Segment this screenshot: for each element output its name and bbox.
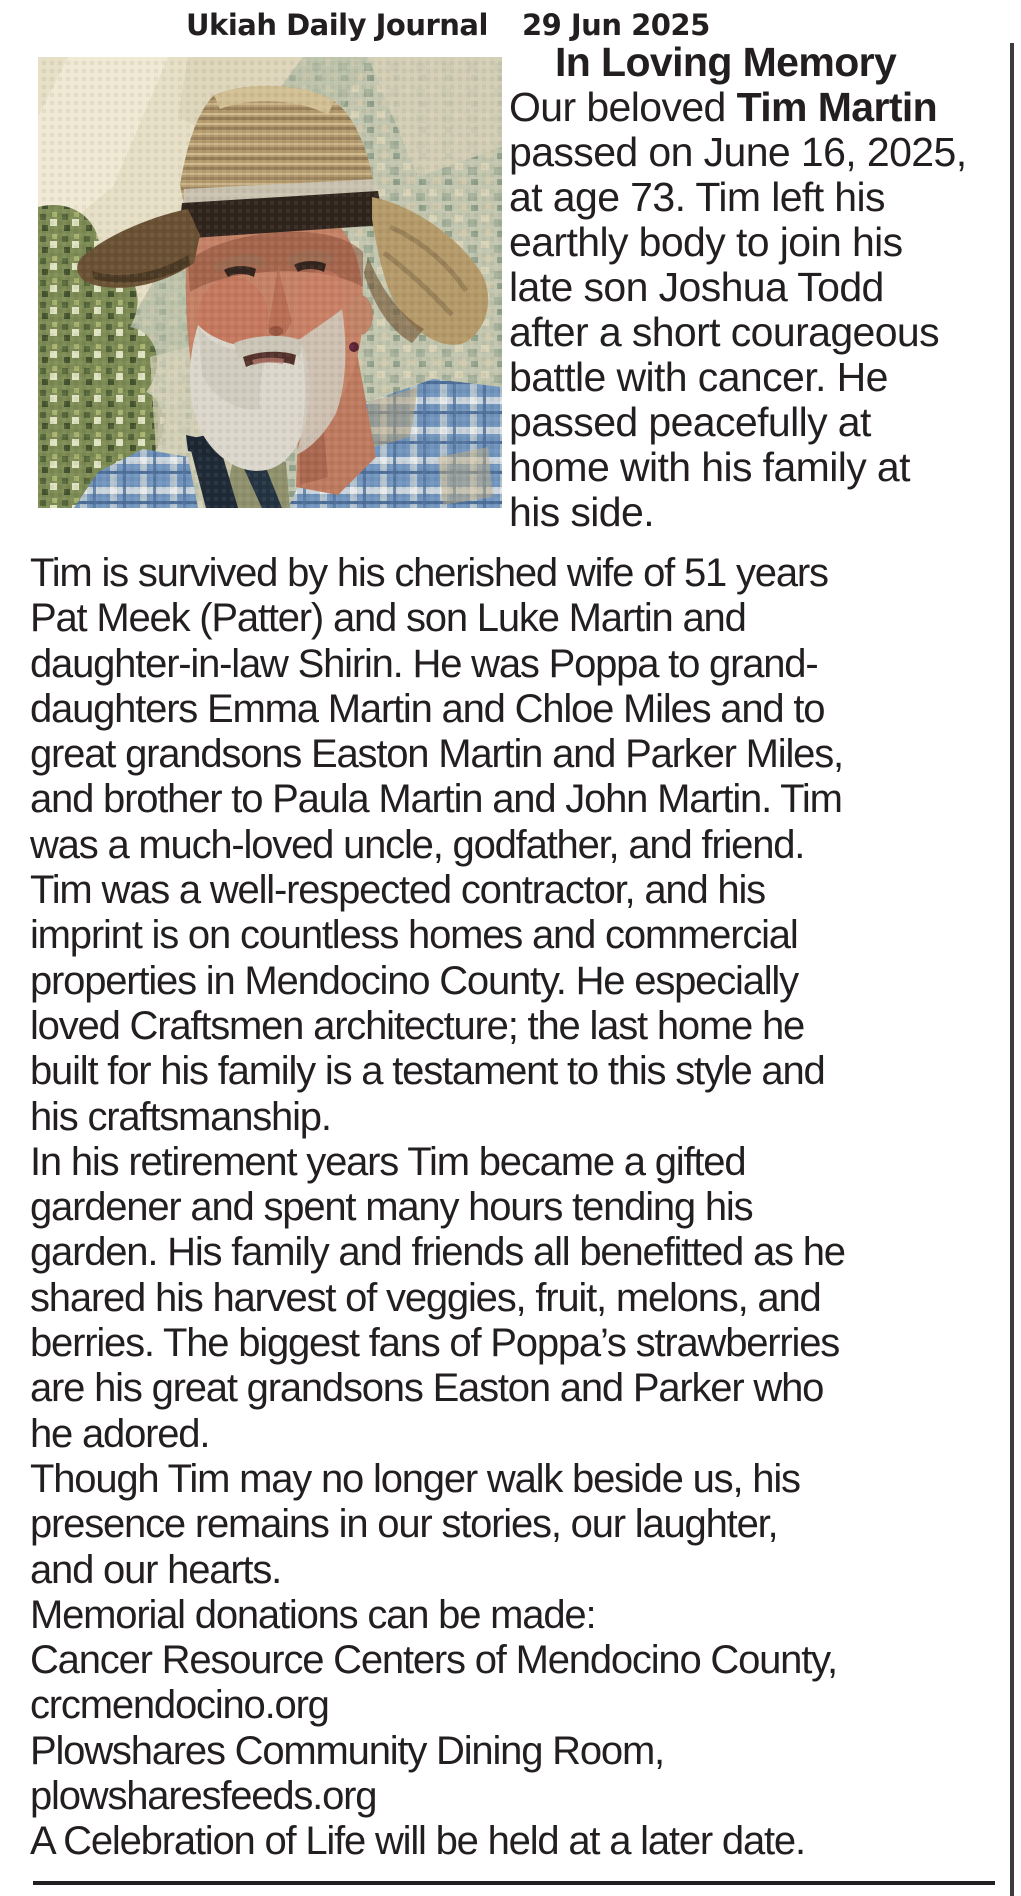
text-line: and our hearts. [30,1547,282,1592]
text-line: was a much-loved uncle, godfather, and friend. [30,822,805,867]
text-line: Tim is survived by his cherished wife of 51 years [30,551,828,595]
text-line: Cancer Resource Centers of Mendocino County, [30,1638,837,1683]
text-line: plowsharesfeeds.org [30,1774,377,1819]
text-line: built for his family is a testament to this style and [30,1049,825,1094]
text-line: he adored. [30,1411,210,1456]
memorial-intro [509,40,1011,535]
text-line: late son Joshua Todd [509,264,884,310]
masthead-date: 29 Jun 2025 [521,8,710,42]
text-line: his side. [509,489,655,535]
text-line: Plowshares Community Dining Room, [30,1728,664,1773]
text-line: passed on June 16, 2025, [509,129,967,175]
text-line: Memorial donations can be made: [30,1592,596,1637]
text-line: his craftsmanship. [30,1094,331,1139]
text-line: presence remains in our stories, our laughter, [30,1502,778,1547]
bottom-rule [33,1881,995,1885]
text-line: battle with cancer. He [509,354,888,400]
bold-text: Tim Martin [736,84,938,130]
text-line: garden. His family and friends all benefitted as he [30,1230,845,1275]
memorial-heading: In Loving Memory [555,39,897,85]
text-line: are his great grandsons Easton and Parker who [30,1366,824,1411]
text-line: properties in Mendocino County. He especially [30,958,798,1003]
text-line: Though Tim may no longer walk beside us, his [30,1456,800,1501]
text-line: crcmendocino.org [30,1683,329,1728]
masthead-title: Ukiah Daily Journal [186,8,488,42]
text-line: berries. The biggest fans of Poppa’s strawberries [30,1321,840,1366]
portrait-illustration [38,57,502,508]
text-line: at age 73. Tim left his [509,174,885,220]
text-line: daughters Emma Martin and Chloe Miles and to [30,686,825,731]
column-divider-rule [1010,43,1014,1896]
text-line: great grandsons Easton Martin and Parker Miles, [30,732,843,777]
masthead [186,8,710,42]
text-line: shared his harvest of veggies, fruit, melons, and [30,1275,821,1320]
memorial-intro-lines [509,85,1011,535]
text-line: and brother to Paula Martin and John Martin. Tim [30,777,842,822]
text-line: earthly body to join his [509,219,903,265]
text-line: loved Craftsmen architecture; the last home he [30,1003,805,1048]
text-line: after a short courageous [509,309,940,355]
text: Our beloved [509,84,737,130]
text-line: gardener and spent many hours tending his [30,1185,753,1230]
text-line [509,85,1011,130]
text-line: home with his family at [509,444,910,490]
text-line: Pat Meek (Patter) and son Luke Martin and [30,596,746,641]
obituary-photo [38,57,502,508]
text-line: In his retirement years Tim became a gifted [30,1139,746,1184]
text-line: imprint is on countless homes and commercial [30,913,798,958]
text-line: passed peacefully at [509,399,871,445]
text-line: Tim was a well-respected contractor, and his [30,868,765,913]
obituary-body [30,551,1018,1865]
text-line: A Celebration of Life will be held at a later date. [30,1819,805,1864]
text-line: daughter-in-law Shirin. He was Poppa to grand- [30,641,818,686]
